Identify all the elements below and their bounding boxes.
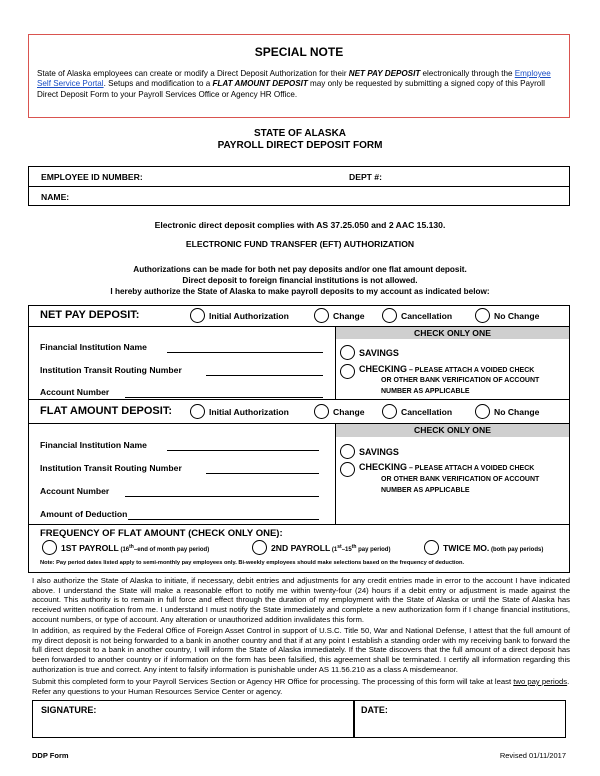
flat-institution-name-field[interactable] — [167, 439, 319, 451]
note-text-part: . Setups and modification to a — [103, 79, 213, 89]
note-text-part: State of Alaska employees can create or modify a Direct Deposit Authorization for their — [37, 69, 349, 78]
option-label: Initial Authorization — [209, 406, 289, 417]
compliance-text: Electronic direct deposit complies with AS 37.25.050 and 2 AAC 15.130. — [154, 220, 446, 230]
note-text: –end of month pay period) — [133, 546, 210, 553]
net-pay-savings-option[interactable] — [340, 345, 399, 360]
frequency-twice-monthly[interactable] — [424, 540, 543, 555]
net-pay-option-change[interactable] — [314, 308, 365, 323]
radio-circle-icon[interactable] — [190, 404, 205, 419]
flat-amount-title: FLAT AMOUNT DEPOSIT: — [40, 405, 172, 417]
signature-label: SIGNATURE: — [41, 705, 97, 715]
dept-field[interactable] — [389, 169, 564, 184]
option-label — [359, 462, 534, 472]
footer-revised: Revised 01/11/2017 — [499, 751, 566, 760]
flat-checking-note-3: NUMBER AS APPLICABLE — [381, 487, 470, 494]
radio-circle-icon[interactable] — [475, 308, 490, 323]
auth-line-3: I hereby authorize the State of Alaska to make payroll deposits to my account as indicated below: — [110, 287, 490, 296]
authorization-paragraph-2: In addition, as required by the Federal Office of Foreign Asset Control in support of U.S.C. Title 50, War and National Defense, I attest that the full amount of my direct deposit is not being forwarded to a bank in another country and that if at any point I establish a standing order with my receiving bank to forward the full direct deposit to a bank in another country, I will inform the State of Alaska immediately. If the State discovers that the full amount of a direct deposit has been forwarded to another country or if information on the form has been falsified, this agreement shall be terminated. I certify all information regarding this authorization is true and correct. Any intent to falsify information is punishable under AS 11.56.210 as a class A misdemeanor. — [32, 626, 570, 674]
flat-option-no-change[interactable] — [475, 404, 539, 419]
checking-label: CHECKING — [359, 364, 408, 374]
option-label — [61, 543, 209, 553]
net-pay-option-initial[interactable] — [190, 308, 289, 323]
date-label: DATE: — [361, 705, 388, 715]
employee-id-label: EMPLOYEE ID NUMBER: — [41, 172, 143, 182]
net-pay-routing-field[interactable] — [206, 364, 323, 376]
net-pay-account-field[interactable] — [125, 386, 323, 398]
radio-circle-icon[interactable] — [340, 444, 355, 459]
checking-note: – PLEASE ATTACH A VOIDED CHECK — [407, 367, 535, 374]
frequency-option-note — [330, 543, 391, 553]
flat-account-field[interactable] — [125, 485, 319, 497]
net-pay-title: NET PAY DEPOSIT: — [40, 309, 140, 321]
auth-line-1: Authorizations can be made for both net pay deposits and/or one flat amount deposit. — [133, 265, 467, 274]
flat-institution-name-label: Financial Institution Name — [40, 440, 147, 450]
divider — [28, 399, 570, 400]
frequency-option-note: (both pay periods) — [489, 546, 544, 553]
option-label: Initial Authorization — [209, 310, 289, 321]
special-note-text — [37, 69, 563, 100]
radio-circle-icon[interactable] — [340, 364, 355, 379]
form-header-state: STATE OF ALASKA — [253, 128, 347, 139]
authorization-paragraph-3 — [32, 677, 570, 696]
note-text: –15 — [341, 546, 352, 553]
note-text: (1 — [330, 546, 338, 553]
net-pay-check-only-one: CHECK ONLY ONE — [336, 327, 569, 339]
dept-label: DEPT #: — [349, 172, 382, 182]
radio-circle-icon[interactable] — [475, 404, 490, 419]
net-pay-option-cancellation[interactable] — [382, 308, 452, 323]
checking-label: CHECKING — [359, 462, 408, 472]
flat-savings-option[interactable] — [340, 444, 399, 459]
net-pay-option-no-change[interactable] — [475, 308, 539, 323]
option-label: Cancellation — [401, 310, 453, 321]
frequency-option-text: 1ST PAYROLL — [61, 542, 119, 553]
net-pay-checking-note-2: OR OTHER BANK VERIFICATION OF ACCOUNT — [381, 377, 540, 384]
net-pay-institution-name-label: Financial Institution Name — [40, 342, 147, 352]
note-text: pay period) — [356, 546, 391, 553]
flat-routing-field[interactable] — [206, 462, 319, 474]
radio-circle-icon[interactable] — [314, 308, 329, 323]
authorization-paragraph-1: I also authorize the State of Alaska to initiate, if necessary, debit entries and adjustments for any credit entries made in error to the account I have indicated above. I understand the State will make a reasonable effort to notify me within twenty-four (24) hours if a debit entry or adjustment is made against the account. This authority is to remain in full force and effect through the duration of my employment with the State of Alaska or until the State of Alaska has received written notification from me. I understand I must notify the State immediately and complete a new authorization form if I change financial institutions, account numbers, or type of account. Any alteration or unauthorized addition invalidates this form. — [32, 576, 570, 624]
flat-routing-label: Institution Transit Routing Number — [40, 463, 182, 473]
net-pay-routing-label: Institution Transit Routing Number — [40, 365, 182, 375]
radio-circle-icon[interactable] — [382, 404, 397, 419]
frequency-option-note — [118, 543, 210, 553]
net-pay-checking-note-3: NUMBER AS APPLICABLE — [381, 388, 470, 395]
option-label — [443, 543, 543, 553]
note-text-part: electronically through the — [420, 69, 515, 78]
note-superscript: st — [337, 543, 342, 550]
option-label: No Change — [494, 406, 540, 417]
option-label: Cancellation — [401, 406, 453, 417]
auth-line-2: Direct deposit to foreign financial institutions is not allowed. — [182, 276, 418, 285]
option-label — [271, 543, 390, 553]
note-net-pay-emphasis: NET PAY DEPOSIT — [348, 69, 421, 78]
note-flat-amount-emphasis: FLAT AMOUNT DEPOSIT — [212, 79, 308, 89]
option-label: No Change — [494, 310, 540, 321]
flat-checking-note-2: OR OTHER BANK VERIFICATION OF ACCOUNT — [381, 476, 540, 483]
radio-circle-icon[interactable] — [340, 462, 355, 477]
radio-circle-icon[interactable] — [382, 308, 397, 323]
frequency-option-text: TWICE MO. — [443, 542, 490, 553]
paragraph-text: Submit this completed form to your Payroll Services Section or Agency HR Office for processing. The processing of this form will take at least — [32, 677, 514, 686]
flat-option-cancellation[interactable] — [382, 404, 452, 419]
radio-circle-icon[interactable] — [314, 404, 329, 419]
divider — [335, 423, 336, 524]
name-label: NAME: — [41, 192, 70, 202]
radio-circle-icon[interactable] — [340, 345, 355, 360]
note-text-part: may only be requested by submitting a signed copy of this Payroll Direct Deposit Form to your Payroll Services Office or Agency HR Office. — [37, 79, 545, 99]
divider — [28, 524, 570, 525]
two-pay-periods-underlined: two pay periods — [513, 677, 568, 686]
flat-check-only-one: CHECK ONLY ONE — [336, 424, 569, 437]
footer-form-id: DDP Form — [32, 751, 69, 760]
frequency-title: FREQUENCY OF FLAT AMOUNT (CHECK ONLY ONE): — [40, 528, 283, 539]
paragraph-text: . Refer any questions to your Human Resources Service Center or agency. — [32, 677, 570, 696]
radio-circle-icon[interactable] — [190, 308, 205, 323]
frequency-second-payroll[interactable] — [252, 540, 390, 555]
frequency-note: Note: Pay period dates listed apply to semi-monthly pay employees only. Bi-weekly employees should make selections based on the frequency of deduction. — [40, 560, 465, 566]
net-pay-institution-name-field[interactable] — [167, 341, 323, 353]
employee-id-field[interactable] — [159, 169, 339, 184]
flat-option-change[interactable] — [314, 404, 365, 419]
note-superscript: th — [351, 543, 357, 550]
note-superscript: th — [129, 543, 134, 550]
option-label: Change — [333, 310, 365, 321]
option-label: SAVINGS — [359, 347, 399, 358]
name-field[interactable] — [84, 189, 564, 204]
flat-option-initial[interactable] — [190, 404, 289, 419]
employee-self-service-link[interactable]: Employee Self Service Portal — [37, 69, 551, 89]
flat-amount-deduction-field[interactable] — [128, 508, 319, 520]
special-note-title: SPECIAL NOTE — [254, 45, 344, 59]
note-text: (16 — [118, 546, 130, 553]
frequency-option-text: 2ND PAYROLL — [271, 542, 331, 553]
signature-box[interactable] — [32, 700, 354, 738]
net-pay-account-label: Account Number — [40, 387, 110, 397]
form-header-title: PAYROLL DIRECT DEPOSIT FORM — [217, 140, 383, 151]
option-label: Change — [333, 406, 365, 417]
radio-circle-icon[interactable] — [252, 540, 267, 555]
employee-info-box — [28, 166, 570, 206]
flat-amount-deduction-label: Amount of Deduction — [40, 509, 128, 519]
checking-note: – PLEASE ATTACH A VOIDED CHECK — [407, 465, 535, 472]
eft-title: ELECTRONIC FUND TRANSFER (EFT) AUTHORIZATION — [185, 239, 415, 249]
option-label: SAVINGS — [359, 446, 399, 457]
flat-account-label: Account Number — [40, 486, 110, 496]
date-box[interactable] — [354, 700, 566, 738]
radio-circle-icon[interactable] — [42, 540, 57, 555]
radio-circle-icon[interactable] — [424, 540, 439, 555]
flat-checking-option[interactable] — [340, 462, 534, 477]
special-note-box — [28, 34, 570, 118]
frequency-first-payroll[interactable] — [42, 540, 209, 555]
option-label — [359, 364, 534, 374]
